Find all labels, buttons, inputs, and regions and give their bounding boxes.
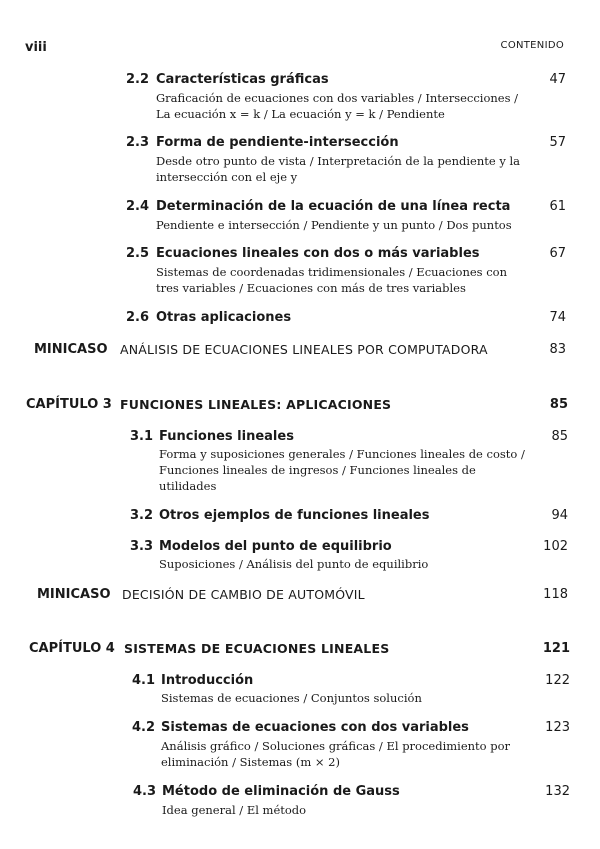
section-subtopics: Pendiente e intersección / Pendiente y un punto / Dos puntos xyxy=(156,218,512,232)
section-title: Otras aplicaciones xyxy=(156,310,292,325)
section-number: 2.2 xyxy=(126,72,150,87)
section-title: Ecuaciones lineales con dos o más variables xyxy=(156,246,480,261)
section-title: Otros ejemplos de funciones lineales xyxy=(159,508,430,523)
section-page: 132 xyxy=(545,784,570,799)
section-subtopics: Suposiciones / Análisis del punto de equilibrio xyxy=(159,557,429,571)
minicaso-label: MINICASO xyxy=(34,342,108,357)
section-page: 47 xyxy=(549,72,566,87)
section-title: Modelos del punto de equilibrio xyxy=(159,539,392,554)
section-title: Forma de pendiente-intersección xyxy=(156,135,399,150)
section-subtopics: Funciones lineales de ingresos / Funciones lineales de xyxy=(159,463,476,477)
page-folio: viii xyxy=(25,40,47,55)
section-subtopics: Sistemas de ecuaciones / Conjuntos solución xyxy=(161,691,422,705)
minicaso-page: 118 xyxy=(543,587,568,602)
section-title: Método de eliminación de Gauss xyxy=(162,784,400,799)
section-number: 2.3 xyxy=(126,135,150,150)
section-title: Determinación de la ecuación de una línea recta xyxy=(156,199,511,214)
section-page: 94 xyxy=(551,508,568,523)
section-page: 74 xyxy=(549,310,566,325)
section-page: 102 xyxy=(543,539,568,554)
section-subtopics: Análisis gráfico / Soluciones gráficas / El procedimiento por xyxy=(161,739,511,753)
section-subtopics: Desde otro punto de vista / Interpretación de la pendiente y la xyxy=(156,154,521,168)
section-page: 57 xyxy=(549,135,566,150)
section-subtopics: intersección con el eje y xyxy=(156,170,298,184)
section-subtopics: eliminación / Sistemas (m × 2) xyxy=(161,755,340,769)
section-number: 3.2 xyxy=(130,508,154,523)
section-number: 2.6 xyxy=(126,310,150,325)
section-title: Funciones lineales xyxy=(159,429,294,444)
minicaso-label: MINICASO xyxy=(37,587,111,602)
chapter-page: 121 xyxy=(542,641,570,656)
section-page: 123 xyxy=(545,720,570,735)
chapter-page: 85 xyxy=(549,397,568,412)
section-subtopics: Idea general / El método xyxy=(162,803,307,817)
section-page: 122 xyxy=(545,673,570,688)
chapter-label: CAPÍTULO 4 xyxy=(29,641,115,656)
section-subtopics: tres variables / Ecuaciones con más de tres variables xyxy=(156,281,466,295)
section-page: 61 xyxy=(549,199,566,214)
minicaso-title: DECISIÓN DE CAMBIO DE AUTOMÓVIL xyxy=(122,587,365,602)
chapter-title: SISTEMAS DE ECUACIONES LINEALES xyxy=(124,641,390,656)
chapter-label: CAPÍTULO 3 xyxy=(26,397,112,412)
section-subtopics: Graficación de ecuaciones con dos variables / Intersecciones / xyxy=(156,91,519,105)
section-subtopics: Sistemas de coordenadas tridimensionales / Ecuaciones con xyxy=(156,265,507,279)
section-subtopics: La ecuación x = k / La ecuación y = k / Pendiente xyxy=(156,107,445,121)
section-number: 2.5 xyxy=(126,246,150,261)
section-number: 3.3 xyxy=(130,539,154,554)
section-title: Sistemas de ecuaciones con dos variables xyxy=(161,720,469,735)
section-page: 67 xyxy=(549,246,566,261)
section-title: Características gráficas xyxy=(156,72,329,87)
section-number: 4.2 xyxy=(132,720,156,735)
minicaso-title: ANÁLISIS DE ECUACIONES LINEALES POR COMPUTADORA xyxy=(120,342,488,357)
minicaso-page: 83 xyxy=(549,342,566,357)
section-number: 2.4 xyxy=(126,199,150,214)
chapter-title: FUNCIONES LINEALES: APLICACIONES xyxy=(120,397,392,412)
section-title: Introducción xyxy=(161,673,254,688)
running-header: CONTENIDO xyxy=(500,40,564,51)
section-number: 4.3 xyxy=(133,784,157,799)
section-page: 85 xyxy=(551,429,568,444)
section-subtopics: Forma y suposiciones generales / Funciones lineales de costo / xyxy=(159,447,525,461)
section-number: 3.1 xyxy=(130,429,154,444)
section-subtopics: utilidades xyxy=(159,479,217,493)
section-number: 4.1 xyxy=(132,673,156,688)
